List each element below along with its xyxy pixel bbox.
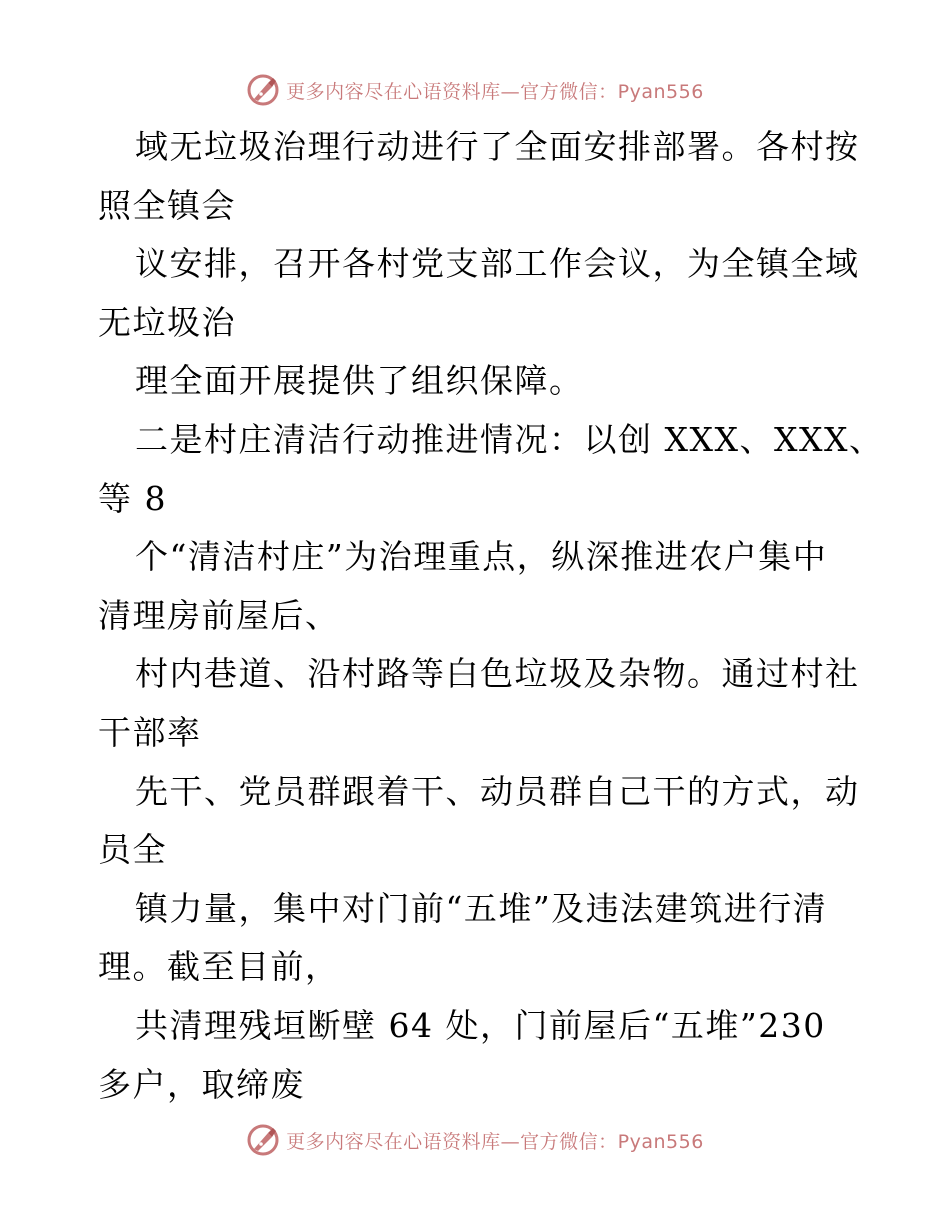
paragraph-line: 村内巷道、沿村路等白色垃圾及杂物。通过村社 (135, 654, 860, 694)
header-banner (0, 70, 950, 110)
paragraph-line: 先干、党员群跟着干、动员群自己干的方式，动 (135, 771, 860, 811)
pen-nib-logo-icon (246, 73, 280, 107)
paragraph-line: 无垃圾治 (98, 302, 236, 342)
paragraph-line: 干部率 (98, 712, 202, 752)
paragraph-line: 照全镇会 (98, 185, 236, 225)
paragraph-line: 员全 (98, 830, 167, 870)
paragraph-line: 议安排，召开各村党支部工作会议，为全镇全域 (135, 244, 860, 284)
header-banner-text (286, 77, 704, 104)
footer-banner-label: 更多内容尽在心语资料库—官方微信： (286, 1130, 618, 1153)
paragraph-line: 理。截至目前， (98, 947, 340, 987)
paragraph-line: 镇力量，集中对门前“五堆”及违法建筑进行清 (135, 888, 828, 928)
header-banner-inner (246, 73, 704, 107)
paragraph-line: 等 8 (98, 478, 167, 518)
paragraph-line: 多户，取缔废 (98, 1064, 305, 1104)
footer-banner-text (286, 1127, 704, 1154)
paragraph-line: 清理房前屋后、 (98, 595, 340, 635)
footer-wechat-id: Pyan556 (617, 1130, 704, 1153)
pen-nib-logo-icon (246, 1123, 280, 1157)
header-wechat-id: Pyan556 (617, 80, 704, 103)
paragraph-line: 二是村庄清洁行动推进情况：以创 XXX、XXX、 (135, 419, 884, 459)
document-body (98, 118, 884, 1114)
footer-banner-inner (246, 1123, 704, 1157)
footer-banner (0, 1120, 950, 1160)
paragraph-line: 共清理残垣断壁 64 处，门前屋后“五堆”230 (135, 1005, 826, 1045)
paragraph-line: 域无垃圾治理行动进行了全面安排部署。各村按 (135, 127, 860, 166)
header-banner-label: 更多内容尽在心语资料库—官方微信： (286, 80, 618, 103)
paragraph-line: 理全面开展提供了组织保障。 (135, 361, 584, 401)
paragraph-line: 个“清洁村庄”为治理重点，纵深推进农户集中 (135, 537, 828, 577)
